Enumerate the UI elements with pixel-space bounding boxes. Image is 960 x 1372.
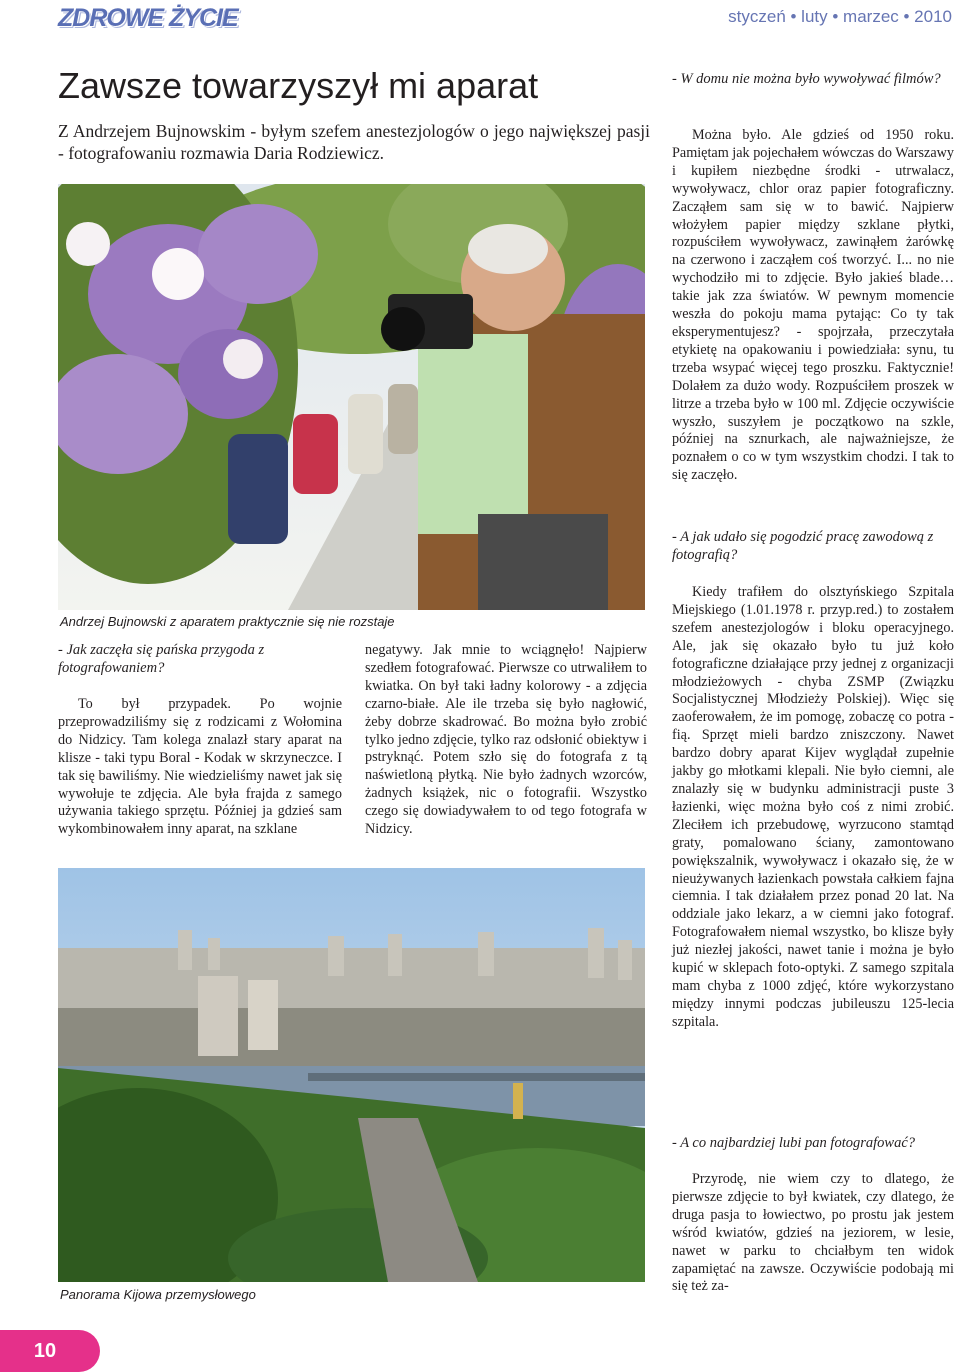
issue-date: styczeń • luty • marzec • 2010: [728, 7, 952, 26]
photo2-caption: Panorama Kijowa przemysłowego: [60, 1287, 256, 1302]
photo1-caption: Andrzej Bujnowski z aparatem praktycznie się nie rozstaje: [60, 614, 395, 629]
magazine-logo: ZDROWE ŻYCIE: [58, 4, 238, 32]
answer-3: [672, 584, 954, 1032]
answer-3-text: Kiedy trafiłem do olsztyńskiego Szpitala Miejskiego (1.01.1978 r. przyp.red.) to zostałem szefem anestezjologów i bloku operacyjnego. Ale, jak się okazało było tu już koło fotograficzne działające przy jednej z organizacji młodzieżowych - chyba ZSMP (Związku Socjalistycznej Młodzieży Polskiej). Więc się zaoferowałem, że im pomogę, zobaczę co potra - fią. Sprzęt mieli bardzo zniszczony. Nawet bardzo dobry aparat Kijev wyglądał zupełnie jakby go młotkami klepali. Nie było ciemni, ale znalazły się w budynku administracji puste 3 łazienki, więc można było coś z nimi zrobić. Zleciłem ich przebudowę, wyrzucono stamtąd graty, pomalowano ściany, zamontowano powiększalnik, wywoływacz i okazało się, że w nieużywanych łazienkach powstała całkiem fajna ciemnia. I tak działałem przez ponad 20 lat. Na oddziale jako lekarz, a w ciemni jako fotograf. Fotografowałem niemal wszystko, bo klisze były już niezłej jakości, nawet tanie i można je było kupić w sklepach foto-optyki. Z samego szpitala mam chyba z 1000 zdjęć, które wykorzystano między innymi podczas jubileuszu 125-lecia szpitala.: [672, 584, 954, 1030]
question-1: - Jak zaczęła się pańska przygoda z fotografowaniem?: [58, 642, 265, 676]
page-number-badge: [0, 1330, 100, 1372]
question-4: - A co najbardziej lubi pan fotografować?: [672, 1135, 916, 1151]
photographer-photo: [58, 184, 645, 610]
photographer-photo-image: [58, 184, 645, 610]
kyiv-panorama-photo: [58, 868, 645, 1282]
kyiv-panorama-image: [58, 868, 645, 1282]
answer-1-col2: [365, 642, 647, 839]
answer-2: [672, 127, 954, 485]
question-3: - A jak udało się pogodzić pracę zawodową z fotografią?: [672, 529, 934, 563]
question-2: - W domu nie można było wywoływać filmów?: [672, 71, 941, 87]
page-number: 10: [33, 1340, 57, 1362]
article-lead: Z Andrzejem Bujnowskim - byłym szefem anestezjologów o jego największej pasji - fotografowaniu rozmawia Daria Rodziewicz.: [58, 121, 650, 163]
answer-2-text: Można było. Ale gdzieś od 1950 roku. Pamiętam jak pojechałem wówczas do Warszawy i kupiłem niezbędne środki - utrwalacz, wywoływacz, chlor oraz papier fotograficzny. Zacząłem sam się w to bawić. Najpierw włożyłem papier między szklane płytki, rozpuściłem wywoływacz, zawinąłem żarówkę na czerwono i zacząłem coś tworzyć. I... no nie wychodziło mi to zdjęcie. Było jakieś blade… takie jak zza światów. W pewnym momencie weszła do pokoju mama pytając: Co ty tak eksperymentujesz? - spojrzała, przeczytała etykietę na opakowaniu i powiedziała: synu, tu trzeba wsypać więcej tego proszku. Faktycznie! Dolałem za dużo wody. Rozpuściłem proszek w litrze a trzeba było w 100 ml. Zdjęcie oczywiście wyszło, suszyłem je początkowo na szkle, później na sznurkach, ale najważniejsze, że poznałem o co w tym wszystkim chodzi. I tak to się zaczęło.: [672, 127, 954, 484]
article-title: Zawsze towarzyszył mi aparat: [58, 65, 539, 106]
answer-1-col1: [58, 696, 342, 839]
answer-4-text: Przyrodę, nie wiem czy to dlatego, że pierwsze zdjęcie to był kwiatek, czy dlatego, że druga pasja to łowiectwo, po prostu jak jestem wśród kwiatów, gdzieś na jeziorem, w lesie, nawet w parku to chciałbym ten widok zapamiętać na zawsze. Oczywiście podobają mi się też za-: [672, 1171, 954, 1295]
answer-4: [672, 1171, 954, 1296]
answer-1-col2-text: negatywy. Jak mnie to wciągnęło! Najpierw szedłem fotografować. Pierwsze co utrwaliłem to kwiatka. On był taki ładny kolorowy - a zdjęcia czarno-białe. Ale ile trzeba się było nagłowić, żeby dobrze skadrować. Bo można było zrobić tylko jedno zdjęcie, tylko raz odsłonić obiektyw i pstryknąć. Potem szło się do fotografa z tą naświetloną płytką. Nie było żadnych wzorców, żadnych książek, nic o fotografii. Wszystko czego się dowiadywałem to od tego fotografa w Nidzicy.: [365, 642, 647, 838]
answer-1-col1-text: To był przypadek. Po wojnie przeprowadziliśmy się z rodzicami z Wołomina do Nidzicy. Tam kolega znalazł stary aparat na klisze - taki typu Boral - Kodak w skrzyneczce. I tak się bawiliśmy. Nie wiedzieliśmy nawet jak się wywołuje te zdjęcia. Ale była frajda z samego używania takiego sprzętu. Później ja gdzieś sam wykombinowałem inny aparat, na szklane: [58, 696, 342, 838]
